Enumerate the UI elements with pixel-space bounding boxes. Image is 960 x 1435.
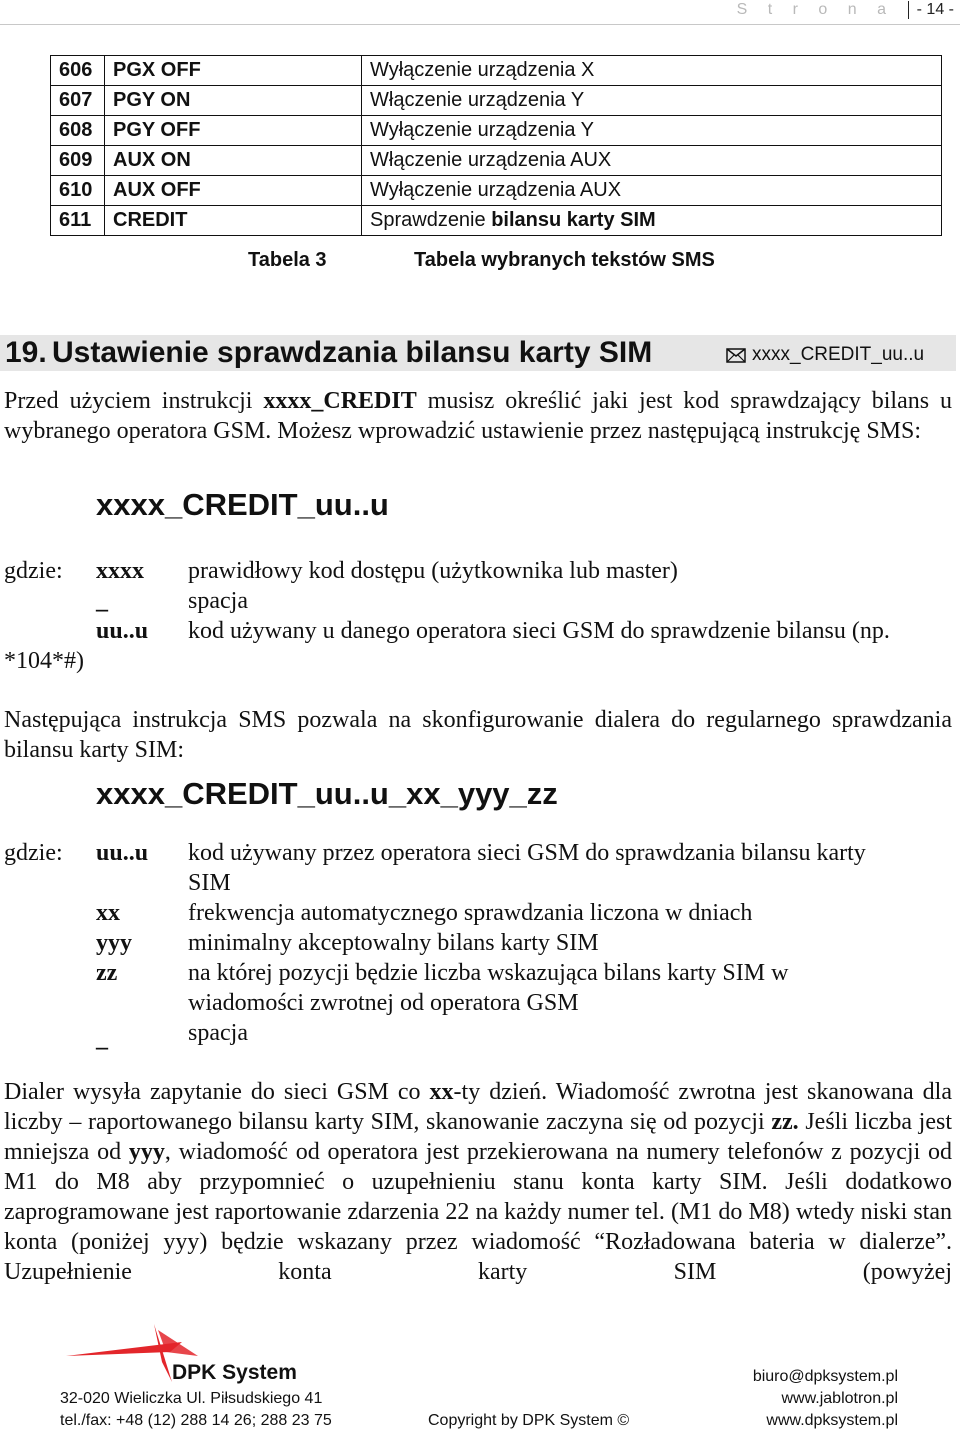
definition-list-1 xyxy=(96,556,958,646)
para-bold: yyy xyxy=(128,1139,165,1165)
def-text: kod używany przez operatora sieci GSM do sprawdzania bilansu karty SIM xyxy=(188,840,866,896)
sms-text-table xyxy=(50,55,942,236)
def-term: xx xyxy=(96,900,120,926)
table-cell-code: 606 xyxy=(51,56,105,86)
section-command-text: xxxx_CREDIT_uu..u xyxy=(752,344,925,365)
list-item xyxy=(96,898,958,928)
para-text: -ty dzień. Wiadomość zwrotna jest skanowana dla liczby – raportowanego bilansu karty SIM, skanowanie zaczyna się od pozycji xyxy=(4,1079,952,1135)
table-caption-label: Tabela 3 xyxy=(248,249,327,271)
table-row xyxy=(51,86,942,116)
footer-address: 32-020 Wieliczka Ul. Piłsudskiego 41 xyxy=(60,1390,323,1407)
table-cell-text: PGY ON xyxy=(105,86,362,116)
table-cell-code: 607 xyxy=(51,86,105,116)
table-row xyxy=(51,146,942,176)
footer-web-jablotron: www.jablotron.pl xyxy=(781,1390,898,1407)
footer-copyright: Copyright by DPK System © xyxy=(428,1412,630,1429)
table-row xyxy=(51,56,942,86)
table-cell-desc: Wyłączenie urządzenia Y xyxy=(362,116,942,146)
def-overflow: *104*#) xyxy=(4,648,84,674)
def-term: _ xyxy=(96,588,108,614)
list-item xyxy=(96,1018,958,1054)
para-bold: xx xyxy=(429,1079,454,1105)
footer-logo-text: DPK System xyxy=(172,1361,297,1384)
list-item xyxy=(96,928,958,958)
table-cell-desc xyxy=(362,206,942,236)
table-cell-text: AUX OFF xyxy=(105,176,362,206)
footer-email: biuro@dpksystem.pl xyxy=(752,1368,898,1385)
section-title: Ustawienie sprawdzania bilansu karty SIM xyxy=(52,336,653,369)
def-text: spacja xyxy=(188,588,248,614)
table-cell-text: PGY OFF xyxy=(105,116,362,146)
table-cell-code: 611 xyxy=(51,206,105,236)
def-term: uu..u xyxy=(96,618,149,644)
where-label: gdzie: xyxy=(4,840,63,866)
table-cell-text: CREDIT xyxy=(105,206,362,236)
page-number: - 14 - xyxy=(908,1,954,19)
desc-bold: bilansu karty SIM xyxy=(491,209,656,231)
table-cell-text: PGX OFF xyxy=(105,56,362,86)
page-label: S t r o n a xyxy=(736,1,894,18)
para-text: Jeśli liczba jest mniejsza od xyxy=(4,1109,952,1165)
para-bold: xxxx_CREDIT xyxy=(263,388,417,414)
section-command xyxy=(726,342,924,368)
page-header xyxy=(0,0,960,25)
table-row xyxy=(51,116,942,146)
section-number: 19. xyxy=(5,336,47,369)
para-text: musisz określić jaki jest kod sprawdzający bilans u wybranego operatora GSM. Możesz wprowadzić ustawienie przez następującą instrukcję SMS: xyxy=(4,388,952,444)
def-text: kod używany u danego operatora sieci GSM do sprawdzenie bilansu (np. xyxy=(188,618,890,644)
table-cell-code: 610 xyxy=(51,176,105,206)
list-item xyxy=(96,616,958,646)
table-cell-desc: Wyłączenie urządzenia AUX xyxy=(362,176,942,206)
table-cell-code: 609 xyxy=(51,146,105,176)
list-item xyxy=(96,556,958,586)
sms-command-2: xxxx_CREDIT_uu..u_xx_yyy_zz xyxy=(96,776,558,811)
paragraph-explanation xyxy=(4,1077,952,1287)
list-item xyxy=(96,958,958,1018)
sms-command-1: xxxx_CREDIT_uu..u xyxy=(96,487,389,522)
table-cell-text: AUX ON xyxy=(105,146,362,176)
paragraph-intro xyxy=(4,386,952,446)
def-term: yyy xyxy=(96,930,132,956)
table-row xyxy=(51,206,942,236)
table-cell-desc: Włączenie urządzenia AUX xyxy=(362,146,942,176)
where-label: gdzie: xyxy=(4,558,63,584)
def-term: uu..u xyxy=(96,840,149,866)
envelope-icon xyxy=(726,348,746,363)
footer-phone: tel./fax: +48 (12) 288 14 26; 288 23 75 xyxy=(60,1412,332,1429)
list-item xyxy=(96,838,958,898)
para-text: , wiadomość od operatora jest przekierowana na numery telefonów z pozycji od M1 do M8 aby przypomnieć o uzupełnieniu stanu konta karty SIM. Jeśli dodatkowo zaprogramowane jest raportowanie zdarzenia 22 na każdy numer tel. (M1 do M8) wtedy niski stan konta (poniżej yyy) będzie wskazany przez wiadomość “Rozładowana bateria w dialerze”. Uzupełnienie konta karty SIM (powyżej xyxy=(4,1139,952,1285)
definition-list-2 xyxy=(96,838,958,1054)
table-cell-code: 608 xyxy=(51,116,105,146)
list-item xyxy=(96,586,958,616)
def-term: _ xyxy=(96,1026,108,1052)
def-text: prawidłowy kod dostępu (użytkownika lub master) xyxy=(188,558,678,584)
desc-plain: Sprawdzenie xyxy=(370,209,492,231)
para-bold: zz. xyxy=(771,1109,799,1135)
def-text: na której pozycji będzie liczba wskazująca bilans karty SIM w wiadomości zwrotnej od operatora GSM xyxy=(188,960,789,1016)
def-text: frekwencja automatycznego sprawdzania liczona w dniach xyxy=(188,900,753,926)
table-caption-text: Tabela wybranych tekstów SMS xyxy=(414,249,715,271)
def-text: minimalny akceptowalny bilans karty SIM xyxy=(188,930,599,956)
table-cell-desc: Włączenie urządzenia Y xyxy=(362,86,942,116)
paragraph-config: Następująca instrukcja SMS pozwala na skonfigurowanie dialera do regularnego sprawdzania bilansu karty SIM: xyxy=(4,707,952,763)
def-term: zz xyxy=(96,960,118,986)
table-cell-desc: Wyłączenie urządzenia X xyxy=(362,56,942,86)
footer-web-dpk: www.dpksystem.pl xyxy=(766,1412,898,1429)
def-term: xxxx xyxy=(96,558,144,584)
table-row xyxy=(51,176,942,206)
para-text: Dialer wysyła zapytanie do sieci GSM co xyxy=(4,1079,430,1105)
def-text: spacja xyxy=(188,1020,248,1046)
para-text: Przed użyciem instrukcji xyxy=(4,388,264,414)
